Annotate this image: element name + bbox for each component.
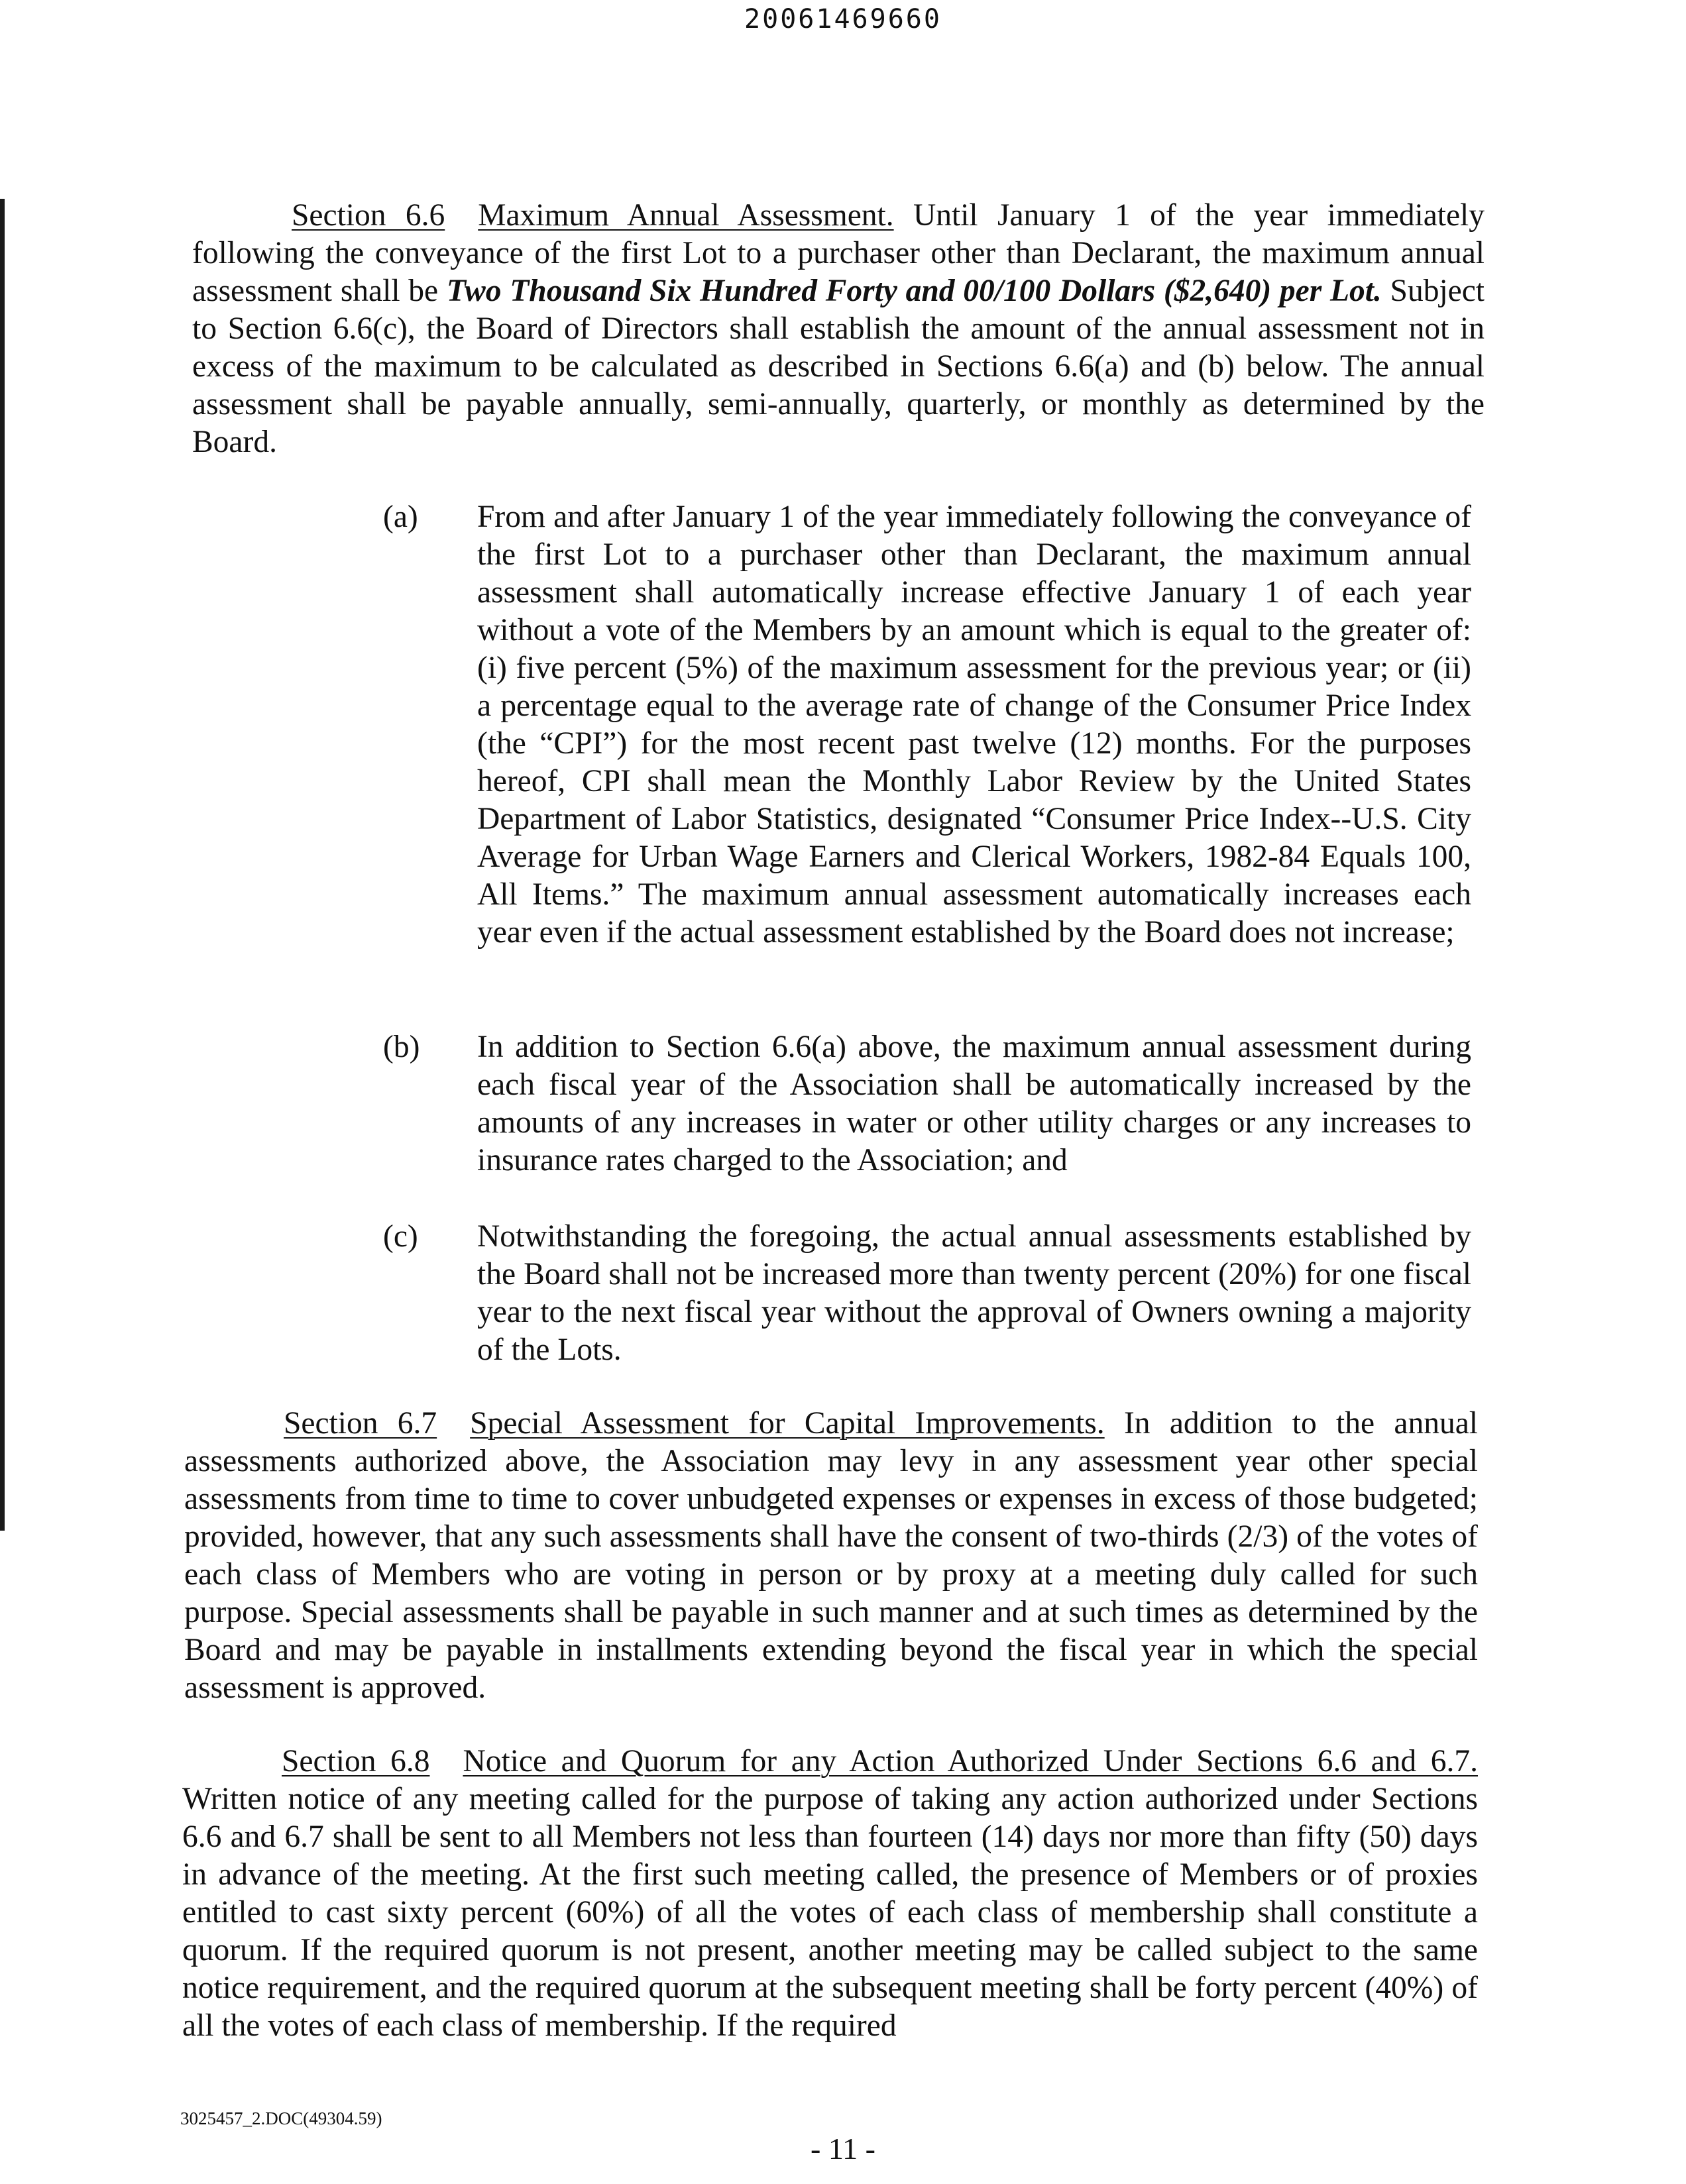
record-number: 20061469660: [744, 4, 942, 34]
item-b-text: In addition to Section 6.6(a) above, the maximum annual assessment during each fiscal year of the Association shall be automatically increased by the amounts of any increases in water or other utility charges or any increases to insurance rates charged to the Association; and: [477, 1030, 1471, 1177]
section-6-8-text: Written notice of any meeting called for the purpose of taking any action authorized under Sections 6.6 and 6.7 shall be sent to all Members not less than fourteen (14) days nor more than fifty (50) days in advance of the meeting. At the first such meeting called, the presence of Members or of proxies entitled to cast sixty percent (60%) of all the votes of each class of membership shall constitute a quorum. If the required quorum is not present, another meeting may be called subject to the same notice requirement, and the required quorum at the subsequent meeting shall be forty percent (40%) of all the votes of each class of membership. If the required: [182, 1782, 1478, 2043]
section-6-6-number: Section 6.6: [292, 198, 445, 233]
section-6-6-heading: Maximum Annual Assessment.: [478, 198, 894, 233]
section-6-7-number: Section 6.7: [284, 1406, 437, 1441]
section-6-7-heading: Special Assessment for Capital Improvements.: [470, 1406, 1105, 1441]
page-number: - 11 -: [811, 2132, 875, 2165]
item-a-label: (a): [383, 500, 418, 534]
section-6-6-amount: Two Thousand Six Hundred Forty and 00/100 Dollars ($2,640) per Lot.: [446, 274, 1382, 308]
item-b-label: (b): [383, 1030, 420, 1064]
scan-edge-mark: [0, 199, 5, 1531]
section-6-7-paragraph: [184, 1405, 1478, 1707]
section-6-8-paragraph: [182, 1743, 1478, 2045]
item-c-text: Notwithstanding the foregoing, the actual annual assessments established by the Board shall not be increased more than twenty percent (20%) for one fiscal year to the next fiscal year without the approval of Owners owning a majority of the Lots.: [477, 1219, 1471, 1367]
item-c-label: (c): [383, 1219, 418, 1254]
section-6-8-number: Section 6.8: [282, 1744, 430, 1778]
section-6-7-text: In addition to the annual assessments authorized above, the Association may levy in any assessment year other special assessments from time to time to cover unbudgeted expenses or expenses in excess of those budgeted; provided, however, that any such assessments shall have the consent of two-thirds (2/3) of the votes of each class of Members who are voting in person or by proxy at a meeting duly called for such purpose. Special assessments shall be payable in such manner and at such times as determined by the Board and may be payable in installments extending beyond the fiscal year in which the special assessment is approved.: [184, 1406, 1478, 1705]
section-6-6-paragraph: [192, 197, 1485, 461]
section-6-8-heading: Notice and Quorum for any Action Authorized Under Sections 6.6 and 6.7.: [463, 1744, 1479, 1778]
item-a-text: From and after January 1 of the year immediately following the conveyance of the first Lot to a purchaser other than Declarant, the maximum annual assessment shall automatically increase effective January 1 of each year without a vote of the Members by an amount which is equal to the greater of: (i) five percent (5%) of the maximum assessment for the previous year; or (ii) a percentage equal to the average rate of change of the Consumer Price Index (the “CPI”) for the most recent past twelve (12) months. For the purposes hereof, CPI shall mean the Monthly Labor Review by the United States Department of Labor Statistics, designated “Consumer Price Index--U.S. City Average for Urban Wage Earners and Clerical Workers, 1982-84 Equals 100, All Items.” The maximum annual assessment automatically increases each year even if the actual assessment established by the Board does not increase;: [477, 500, 1471, 950]
document-reference: 3025457_2.DOC(49304.59): [180, 2108, 382, 2128]
section-6-6-text-2: Subject to Section 6.6(c), the Board of Directors shall establish the amount of the annual assessment not in excess of the maximum to be calculated as described in Sections 6.6(a) and (b) below. The annual assessment shall be payable annually, semi-annually, quarterly, or monthly as determined by the Board.: [192, 274, 1485, 459]
section-6-6-text-1: Until January 1 of the year immediately following the conveyance of the first Lot to a purchaser other than Declarant, the maximum annual assessment shall be: [192, 198, 1485, 308]
